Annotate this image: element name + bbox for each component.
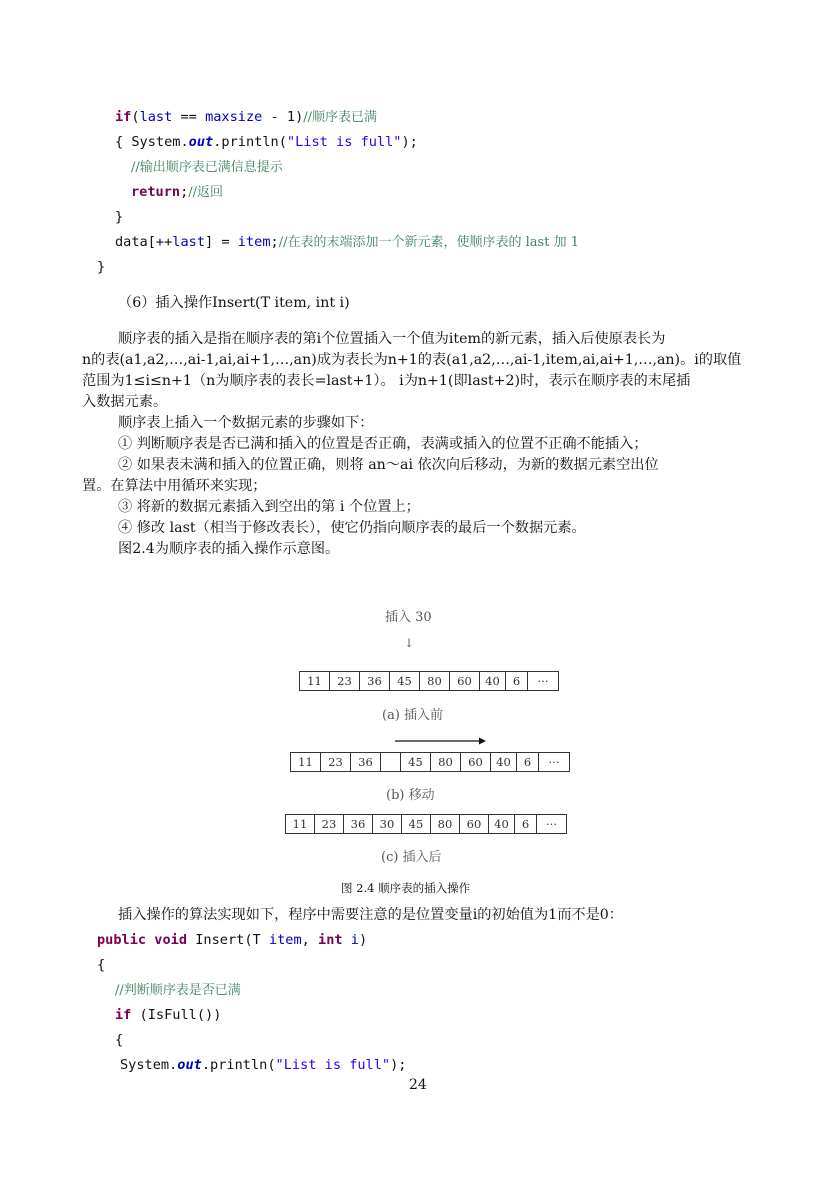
array-cell: 45 bbox=[401, 753, 431, 771]
paragraph-line: 插入操作的算法实现如下，程序中需要注意的是位置变量i的初始值为1而不是0： bbox=[118, 907, 623, 923]
array-cell: 11 bbox=[286, 815, 315, 833]
page-number: 24 bbox=[409, 1077, 427, 1093]
array-cell: 23 bbox=[321, 753, 351, 771]
paragraph-line: 顺序表的插入是指在顺序表的第i个位置插入一个值为item的新元素，插入后使原表长为 bbox=[118, 331, 666, 347]
array-cell: 36 bbox=[351, 753, 381, 771]
array-cell: 11 bbox=[291, 753, 321, 771]
insert-label: 插入 30 bbox=[385, 610, 432, 625]
code-line: } bbox=[97, 259, 106, 275]
array-cell: 80 bbox=[431, 815, 460, 833]
array-row-before bbox=[299, 671, 559, 691]
paragraph-line: ② 如果表未满和插入的位置正确，则将 an～ai 依次向后移动，为新的数据元素空出位 bbox=[118, 457, 659, 473]
paragraph-line: ③ 将新的数据元素插入到空出的第 i 个位置上； bbox=[118, 499, 420, 515]
code-line: { bbox=[97, 957, 106, 973]
array-cell: 45 bbox=[402, 815, 431, 833]
figure-sublabel-b: (b) 移动 bbox=[386, 788, 435, 803]
array-row-moving bbox=[290, 752, 570, 772]
array-cell: 36 bbox=[360, 672, 390, 690]
code-line: //输出顺序表已满信息提示 bbox=[131, 160, 283, 175]
paragraph-line: 图2.4为顺序表的插入操作示意图。 bbox=[118, 541, 340, 557]
paragraph-line: ④ 修改 last（相当于修改表长），使它仍指向顺序表的最后一个数据元素。 bbox=[118, 520, 586, 536]
array-cell: 6 bbox=[515, 815, 537, 833]
paragraph-line: ① 判断顺序表是否已满和插入的位置是否正确，表满或插入的位置不正确不能插入； bbox=[118, 436, 648, 452]
array-cell: 23 bbox=[330, 672, 360, 690]
paragraph-line: 入数据元素。 bbox=[82, 394, 168, 410]
down-arrow-icon: ↓ bbox=[404, 636, 415, 650]
array-cell: 60 bbox=[460, 815, 489, 833]
figure-sublabel-a: (a) 插入前 bbox=[382, 708, 444, 723]
figure-caption: 图 2.4 顺序表的插入操作 bbox=[341, 881, 471, 895]
array-cell: 80 bbox=[431, 753, 461, 771]
code-line: if (IsFull()) bbox=[115, 1007, 222, 1023]
array-cell: 6 bbox=[517, 753, 539, 771]
array-cell: 60 bbox=[461, 753, 491, 771]
array-cell: 40 bbox=[489, 815, 515, 833]
code-line: public void Insert(T item, int i) bbox=[97, 932, 368, 948]
array-cell: 30 bbox=[373, 815, 402, 833]
array-cell: ··· bbox=[537, 674, 549, 688]
code-line: { System.out.println("List is full"); bbox=[115, 134, 418, 150]
array-cell: 40 bbox=[491, 753, 517, 771]
right-arrow-icon bbox=[395, 736, 487, 746]
array-cell: ··· bbox=[548, 755, 560, 769]
array-cell: ··· bbox=[546, 817, 557, 831]
code-line: { bbox=[115, 1032, 124, 1048]
paragraph-line: 置。在算法中用循环来实现； bbox=[82, 478, 267, 494]
code-line: } bbox=[115, 209, 124, 225]
array-cell: 23 bbox=[315, 815, 344, 833]
array-cell: 6 bbox=[506, 672, 528, 690]
paragraph-line: 范围为1≤i≤n+1（n为顺序表的表长=last+1）。 i为n+1(即last+2)时，表示在顺序表的末尾插 bbox=[82, 373, 691, 389]
array-cell: 40 bbox=[480, 672, 506, 690]
paragraph-line: 顺序表上插入一个数据元素的步骤如下： bbox=[118, 415, 374, 431]
array-cell: 60 bbox=[450, 672, 480, 690]
paragraph-line: n的表(a1,a2,…,ai-1,ai,ai+1,…,an)成为表长为n+1的表(a1,a2,…,ai-1,item,ai,ai+1,…,an)。i的取值 bbox=[82, 352, 742, 368]
code-line: return;//返回 bbox=[131, 184, 224, 200]
array-cell: 80 bbox=[420, 672, 450, 690]
code-line: //判断顺序表是否已满 bbox=[115, 983, 241, 998]
code-line: System.out.println("List is full"); bbox=[120, 1057, 407, 1073]
code-line: if(last == maxsize - 1)//顺序表已满 bbox=[115, 109, 378, 125]
array-cell: 11 bbox=[300, 672, 330, 690]
array-cell bbox=[381, 753, 401, 771]
array-cell: 36 bbox=[344, 815, 373, 833]
array-cell: 45 bbox=[390, 672, 420, 690]
section-title: （6）插入操作Insert(T item, int i) bbox=[118, 295, 350, 311]
figure-sublabel-c: (c) 插入后 bbox=[381, 850, 442, 865]
code-line: data[++last] = item;//在表的末端添加一个新元素，使顺序表的 last 加 1 bbox=[115, 234, 579, 250]
array-row-after bbox=[285, 814, 567, 834]
